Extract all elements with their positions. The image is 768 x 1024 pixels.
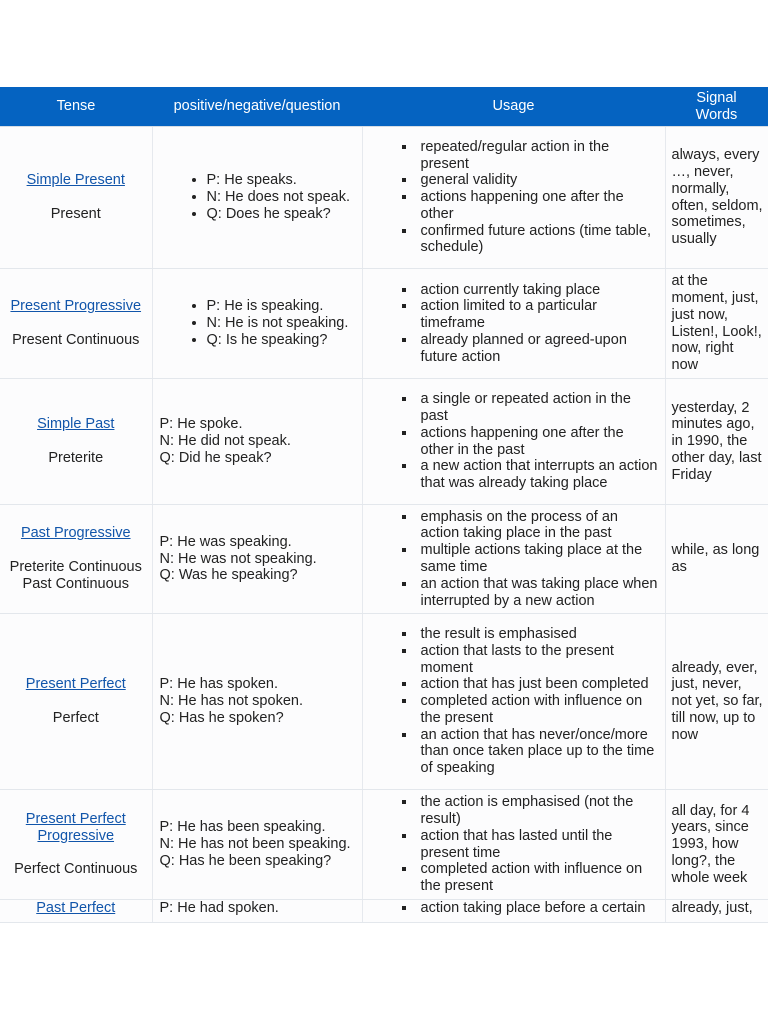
forms-cell <box>152 127 362 269</box>
list-item: • N: He does not speak. <box>207 189 356 206</box>
usage-list <box>369 509 659 610</box>
tense-cell <box>0 379 152 505</box>
signal-words-cell: yesterday, 2 minutes ago, in 1990, the other day, last Friday <box>665 379 768 505</box>
tense-cell <box>0 505 152 614</box>
forms-text: P: He had spoken. <box>159 900 279 916</box>
list-item: ▪ already planned or agreed-upon future action <box>417 332 659 366</box>
forms-text: P: He has spoken. N: He has not spoken. Q: Has he spoken? <box>159 676 303 726</box>
list-item: • P: He is speaking. <box>207 298 356 315</box>
signal-words-cell: already, ever, just, never, not yet, so far, till now, up to now <box>665 614 768 790</box>
header-signal-words: Signal Words <box>665 87 768 127</box>
usage-cell <box>362 127 665 269</box>
signal-words-cell: already, just, <box>665 900 768 923</box>
table-row <box>0 614 768 790</box>
list-item: • Q: Is he speaking? <box>207 332 356 349</box>
forms-text: P: He was speaking. N: He was not speaking. Q: Was he speaking? <box>159 533 317 584</box>
usage-cell <box>362 790 665 900</box>
tense-link-past-progressive[interactable]: Past Progressive <box>20 525 131 542</box>
tense-link-present-progressive[interactable]: Present Progressive <box>10 298 142 315</box>
list-item: ▪ action taking place before a certain <box>417 900 659 917</box>
list-item: ▪ action that lasts to the present moment <box>417 643 659 677</box>
list-item: ▪ an action that was taking place when interrupted by a new action <box>417 576 659 610</box>
forms-cell <box>152 505 362 614</box>
list-item: ▪ actions happening one after the other in the past <box>417 425 659 459</box>
header-tense: Tense <box>0 87 152 127</box>
tense-link-simple-present[interactable]: Simple Present <box>26 172 125 189</box>
usage-list <box>369 139 659 257</box>
usage-cell <box>362 505 665 614</box>
tense-cell <box>0 127 152 269</box>
list-item: ▪ completed action with influence on the present <box>417 861 659 895</box>
tense-alt-name: Preterite Continuous Past Continuous <box>9 559 142 592</box>
table-row <box>0 790 768 900</box>
usage-list <box>369 900 659 917</box>
usage-list <box>369 794 659 895</box>
table-row <box>0 379 768 505</box>
tense-alt-name: Perfect <box>52 710 99 726</box>
forms-list <box>159 172 356 222</box>
forms-list <box>159 298 356 348</box>
list-item: ▪ action currently taking place <box>417 282 659 299</box>
usage-cell <box>362 379 665 505</box>
forms-cell <box>152 790 362 900</box>
forms-cell <box>152 269 362 379</box>
signal-words-cell: at the moment, just, just now, Listen!, Look!, now, right now <box>665 269 768 379</box>
list-item: ▪ action that has just been completed <box>417 676 659 693</box>
table-row <box>0 269 768 379</box>
table-row <box>0 127 768 269</box>
list-item: ▪ the action is emphasised (not the result) <box>417 794 659 828</box>
usage-list <box>369 391 659 492</box>
list-item: ▪ repeated/regular action in the present <box>417 139 659 173</box>
tense-cell <box>0 269 152 379</box>
list-item: ▪ a single or repeated action in the past <box>417 391 659 425</box>
forms-cell <box>152 900 362 923</box>
usage-list <box>369 626 659 777</box>
table-row <box>0 505 768 614</box>
tense-table <box>0 87 768 923</box>
signal-words-cell: always, every …, never, normally, often, seldom, sometimes, usually <box>665 127 768 269</box>
list-item: ▪ an action that has never/once/more than once taken place up to the time of speaking <box>417 727 659 777</box>
tense-alt-name: Present Continuous <box>12 332 140 348</box>
list-item: ▪ action limited to a particular timeframe <box>417 298 659 332</box>
signal-words-cell: while, as long as <box>665 505 768 614</box>
header-row <box>0 87 768 127</box>
list-item: ▪ actions happening one after the other <box>417 189 659 223</box>
list-item: ▪ general validity <box>417 172 659 189</box>
tense-alt-name: Present <box>50 206 101 222</box>
tense-cell <box>0 790 152 900</box>
list-item: ▪ the result is emphasised <box>417 626 659 643</box>
tense-alt-name: Perfect Continuous <box>14 861 138 878</box>
usage-cell <box>362 614 665 790</box>
tense-link-present-perfect-progressive[interactable]: Present Perfect Progressive <box>25 810 126 844</box>
usage-list <box>369 282 659 366</box>
usage-cell <box>362 900 665 923</box>
tense-cell <box>0 900 152 923</box>
list-item: • N: He is not speaking. <box>207 315 356 332</box>
list-item: ▪ a new action that interrupts an action that was already taking place <box>417 458 659 492</box>
header-forms: positive/negative/question <box>152 87 362 127</box>
tense-cell <box>0 614 152 790</box>
list-item: • Q: Does he speak? <box>207 206 356 223</box>
table-row <box>0 900 768 923</box>
tense-link-past-perfect[interactable]: Past Perfect <box>36 900 116 916</box>
signal-words-cell: all day, for 4 years, since 1993, how long?, the whole week <box>665 790 768 900</box>
forms-text: P: He spoke. N: He did not speak. Q: Did he speak? <box>159 416 291 466</box>
tense-link-present-perfect[interactable]: Present Perfect <box>25 676 126 693</box>
forms-cell <box>152 614 362 790</box>
tense-link-simple-past[interactable]: Simple Past <box>37 416 115 433</box>
list-item: • P: He speaks. <box>207 172 356 189</box>
tense-alt-name: Preterite <box>48 450 104 466</box>
forms-text: P: He has been speaking. N: He has not been speaking. Q: Has he been speaking? <box>159 819 351 869</box>
forms-cell <box>152 379 362 505</box>
list-item: ▪ action that has lasted until the present time <box>417 828 659 862</box>
list-item: ▪ completed action with influence on the present <box>417 693 659 727</box>
header-usage: Usage <box>362 87 665 127</box>
list-item: ▪ multiple actions taking place at the same time <box>417 542 659 576</box>
list-item: ▪ emphasis on the process of an action taking place in the past <box>417 509 659 543</box>
list-item: ▪ confirmed future actions (time table, schedule) <box>417 223 659 257</box>
usage-cell <box>362 269 665 379</box>
